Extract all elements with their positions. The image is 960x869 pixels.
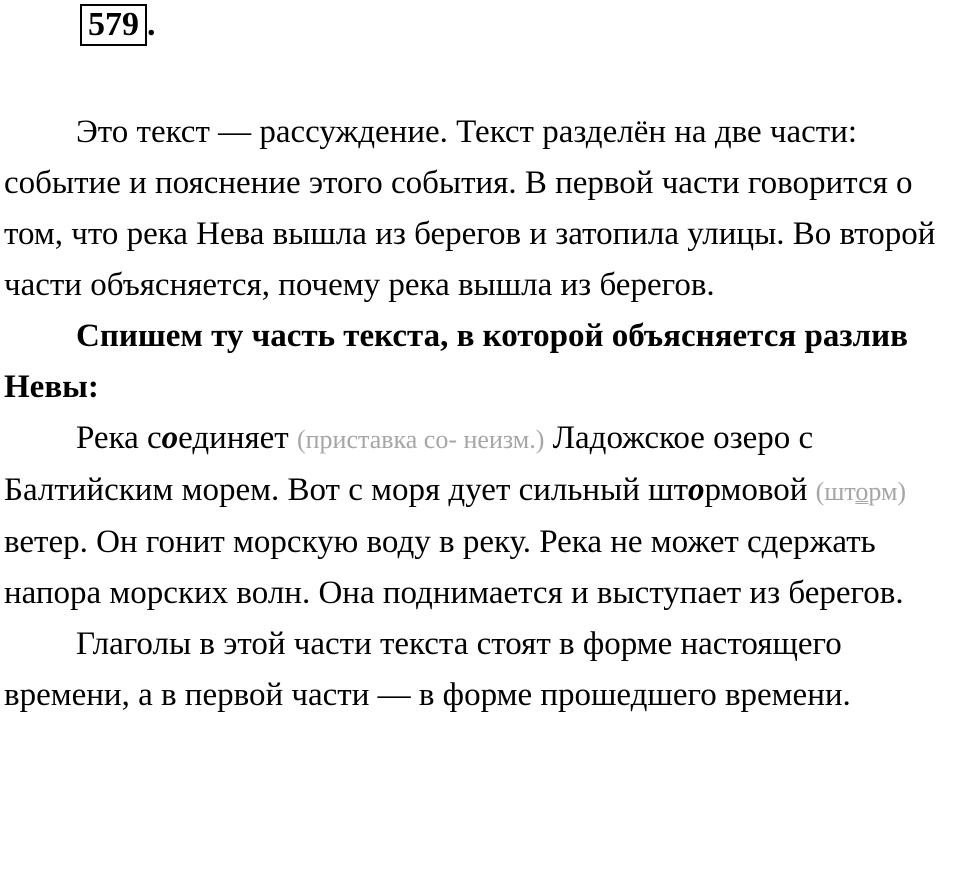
stressed-vowel: о <box>855 477 869 506</box>
marked-vowel: о <box>688 472 705 508</box>
paragraph-conclusion: Глаголы в этой части текста стоят в форме настоящего времени, а в первой части — в форме прошедшего времени. <box>4 626 851 713</box>
spelling-hint: (приставка со- неизм.) <box>296 425 545 454</box>
sentence-part: Река с <box>76 420 162 456</box>
paragraph-copied-text <box>4 413 956 619</box>
hint-part: рм) <box>868 477 907 506</box>
sentence-part: рмовой <box>704 472 816 508</box>
spelling-hint <box>816 477 906 506</box>
paragraph-analysis: Это текст — рассуждение. Текст разделён на две части: событие и пояснение этого события. В первой части говорится о том, что река Нева вышла из берегов и затопила улицы. Во второй части объясняется, почему река вышла из берегов. <box>4 114 936 303</box>
paragraph-instruction: Спишем ту часть текста, в которой объясняется разлив Невы: <box>4 318 908 405</box>
hint-part: (шт <box>815 477 856 506</box>
marked-vowel: о <box>161 420 179 456</box>
task-number <box>80 4 156 46</box>
sentence-part: единяет <box>178 420 297 456</box>
sentence-part: ветер. Он гонит морскую воду в реку. Река не может сдержать напора морских волн. Она поднимается и выступает из берегов. <box>4 524 904 611</box>
sentence-part: Ладожское озеро с Балтийским морем. Вот с моря дует сильный шт <box>4 420 814 508</box>
task-number-suffix: . <box>147 6 156 43</box>
answer-text <box>4 107 956 721</box>
task-number-box: 579 <box>80 4 147 46</box>
